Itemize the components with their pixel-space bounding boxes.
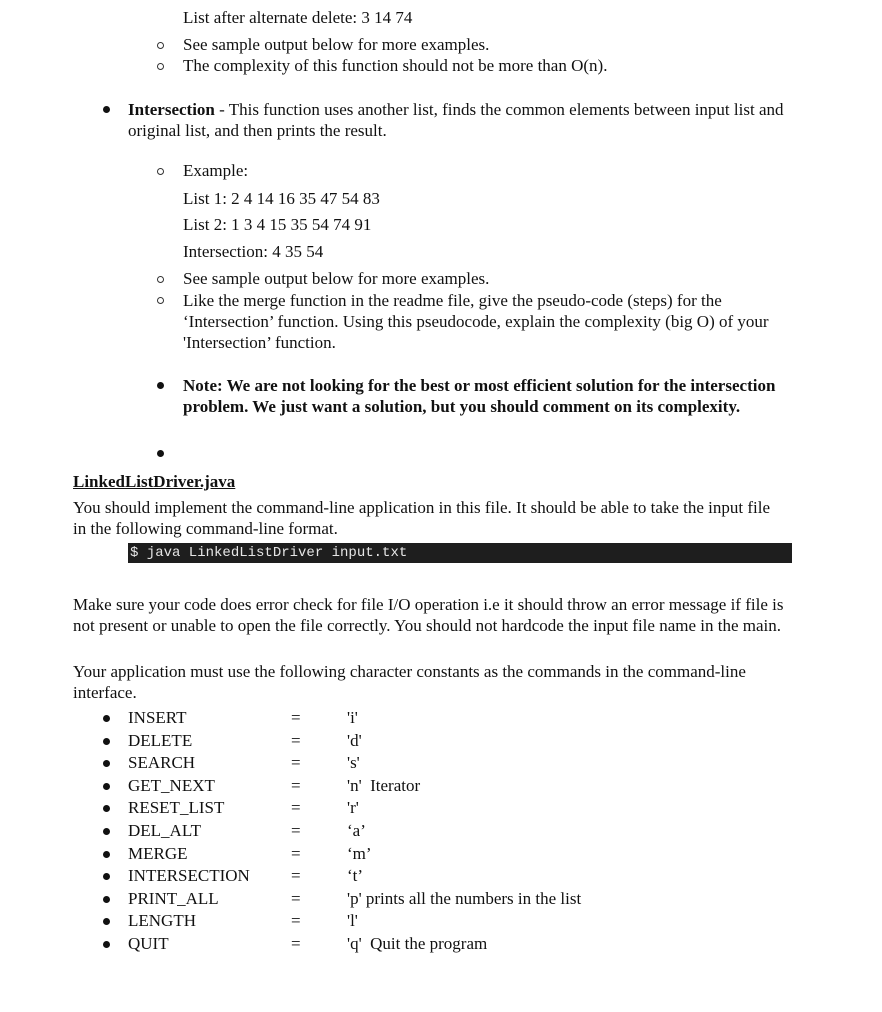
command-name: INTERSECTION: [128, 866, 250, 885]
command-name: GET_NEXT: [128, 776, 215, 795]
command-value: 'l': [347, 911, 358, 930]
intersection-bullet: Like the merge function in the readme file, give the pseudo-code (steps) for the ‘Intersection’ function. Using this pseudocode, explain the complexity (big O) of your 'Intersection’ function.: [183, 291, 769, 352]
example-intersection-result: Intersection: 4 35 54: [183, 242, 324, 261]
command-value: 'q' Quit the program: [347, 934, 488, 953]
bullet-icon: [103, 918, 110, 925]
command-name: DEL_ALT: [128, 821, 202, 840]
bullet-icon: [103, 106, 110, 113]
command-equals: =: [291, 889, 301, 908]
alt-delete-example-result: List after alternate delete: 3 14 74: [183, 8, 413, 27]
intersection-item: [128, 99, 798, 141]
command-value: 'r': [347, 798, 359, 817]
command-value: 'd': [347, 731, 362, 750]
command-value: ‘a’: [347, 821, 366, 840]
command-equals: =: [291, 821, 301, 840]
command-name: SEARCH: [128, 753, 196, 772]
command-equals: =: [291, 731, 301, 750]
bullet-icon: [103, 715, 110, 722]
command-equals: =: [291, 708, 301, 727]
command-name: QUIT: [128, 934, 169, 953]
bullet-icon: [103, 896, 110, 903]
command-name: RESET_LIST: [128, 798, 225, 817]
command-name: LENGTH: [128, 911, 196, 930]
alt-delete-bullet: See sample output below for more examples.: [183, 35, 490, 54]
sub-bullet-icon: [157, 42, 164, 49]
bullet-icon: [157, 382, 164, 389]
bullet-icon: [103, 941, 110, 948]
command-equals: =: [291, 911, 301, 930]
example-list2: List 2: 1 3 4 15 35 54 74 91: [183, 215, 372, 234]
command-equals: =: [291, 798, 301, 817]
example-label: Example:: [183, 161, 249, 180]
constants-intro: Your application must use the following character constants as the commands in the command-line interface.: [73, 662, 746, 702]
example-list1: List 1: 2 4 14 16 35 47 54 83: [183, 189, 380, 208]
sub-bullet-icon: [157, 276, 164, 283]
bullet-icon: [103, 760, 110, 767]
command-value: 'p' prints all the numbers in the list: [347, 889, 582, 908]
command-name: DELETE: [128, 731, 193, 750]
command-name: PRINT_ALL: [128, 889, 219, 908]
command-equals: =: [291, 844, 301, 863]
command-value: 'i': [347, 708, 358, 727]
alt-delete-bullet: The complexity of this function should not be more than O(n).: [183, 56, 608, 75]
sub-bullet-icon: [157, 297, 164, 304]
sub-bullet-icon: [157, 63, 164, 70]
command-name: MERGE: [128, 844, 188, 863]
command-value: 's': [347, 753, 360, 772]
command-equals: =: [291, 753, 301, 772]
intersection-description: - This function uses another list, finds the common elements between input list and original list, and then prints the result.: [128, 100, 784, 140]
command-equals: =: [291, 934, 301, 953]
command-value: ‘m’: [347, 844, 372, 863]
command-equals: =: [291, 776, 301, 795]
bullet-icon: [103, 738, 110, 745]
bullet-icon: [103, 851, 110, 858]
driver-intro: You should implement the command-line application in this file. It should be able to take the input file in the following command-line format.: [73, 498, 771, 538]
command-name: INSERT: [128, 708, 187, 727]
error-check-paragraph: Make sure your code does error check for file I/O operation i.e it should throw an error message if file is not present or unable to open the file correctly. You should not hardcode the input file name in the main.: [73, 595, 784, 635]
intersection-title: Intersection: [128, 100, 215, 119]
intersection-bullet: See sample output below for more examples.: [183, 269, 490, 288]
bullet-icon: [103, 828, 110, 835]
command-line-example: $ java LinkedListDriver input.txt: [128, 543, 792, 563]
driver-heading: LinkedListDriver.java: [73, 472, 236, 491]
intersection-note: Note: We are not looking for the best or most efficient solution for the intersection problem. We just want a solution, but you should comment on its complexity.: [183, 376, 776, 416]
bullet-icon: [157, 450, 164, 457]
command-equals: =: [291, 866, 301, 885]
bullet-icon: [103, 873, 110, 880]
command-value: 'n' Iterator: [347, 776, 421, 795]
bullet-icon: [103, 805, 110, 812]
bullet-icon: [103, 783, 110, 790]
command-value: ‘t’: [347, 866, 364, 885]
sub-bullet-icon: [157, 168, 164, 175]
